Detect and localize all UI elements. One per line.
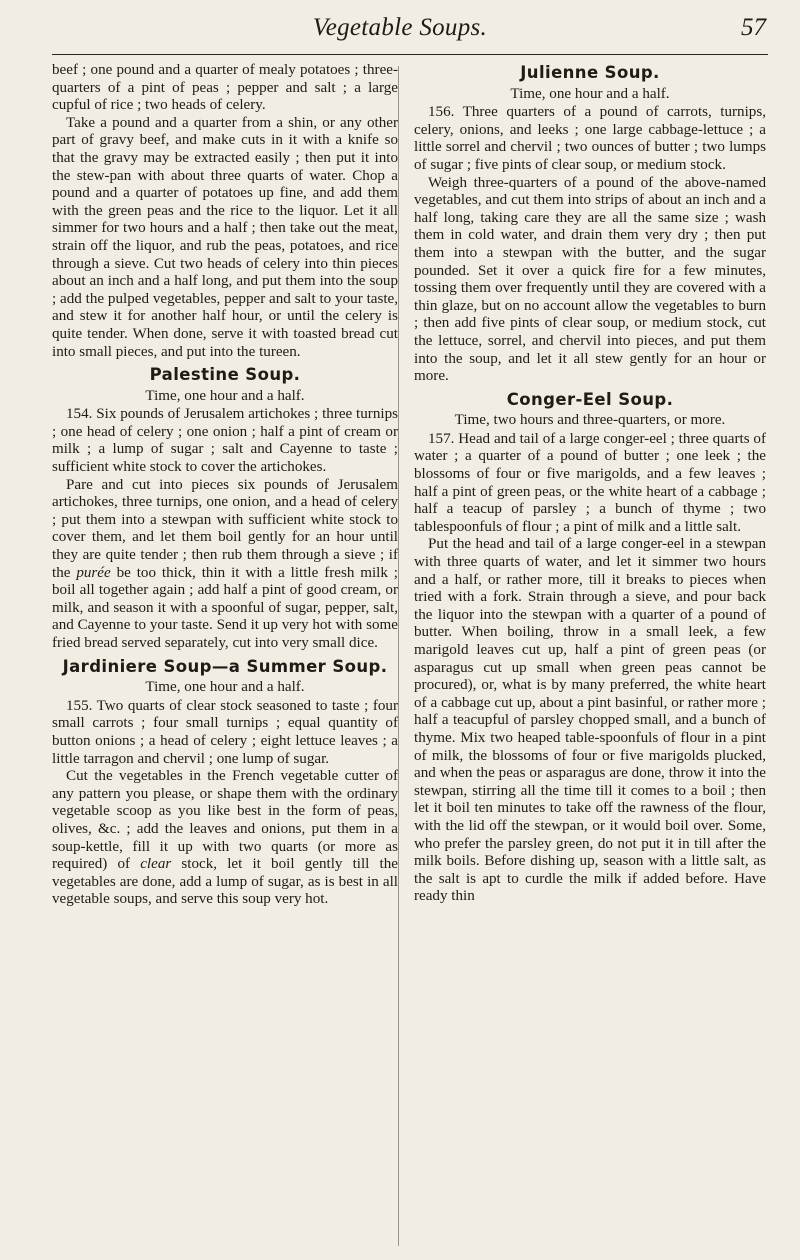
time-julienne: Time, one hour and a half. <box>510 85 670 102</box>
italic-puree: purée <box>76 564 111 581</box>
method-jardiniere-part-a: Cut the vegetables in the French vegetable cutter of any pattern you please, or shape them with the ordinary vegetable scoop as you like best in the form of peas, olives, &c. ; add the leaves and onions, put them in a soup-kettle, fill it up with two quarts (or more as required) of <box>52 768 398 873</box>
time-conger: Time, two hours and three-quarters, or more. <box>454 412 726 429</box>
header-rule <box>52 54 768 55</box>
method-palestine <box>52 477 398 653</box>
heading-conger-eel-soup: Conger-Eel Soup. <box>506 389 674 409</box>
time-palestine: Time, one hour and a half. <box>145 387 305 404</box>
italic-clear: clear <box>140 856 172 873</box>
page-title: Vegetable Soups. <box>312 14 488 41</box>
ingredients-julienne: 156. Three quarters of a pound of carrots, turnips, celery, onions, and leeks ; one large cabbage-lettuce ; a little sorrel and chervil ; two ounces of butter ; two lumps of sugar ; five pints of clear soup, or medium stock. <box>414 104 766 173</box>
method-palestine-part-b: be too thick, thin it with a little fresh milk ; boil all together again ; add half a pint of good cream, or milk, and season it with a spoonful of sugar, pepper, salt, and Cayenne to your taste. Send it up very hot with some fried bread served separately, cut into very small dice. <box>52 564 398 651</box>
method-jardiniere-part-b: stock, let it boil gently till the vegetables are done, add a lump of sugar, as is best in all vegetable soups, and serve this soup very hot. <box>52 856 398 908</box>
running-head <box>0 14 800 50</box>
heading-jardiniere-soup: Jardiniere Soup—a Summer Soup. <box>62 656 388 676</box>
method-julienne: Weigh three-quarters of a pound of the above-named vegetables, and cut them into strips of about an inch and a half long, taking care they are all the same size ; wash them in cold water, and drain them very dry ; then put them into a stewpan with the butter, and the sugar pounded. Set it over a quick fire for a few minutes, tossing them over frequently until they are covered with a thin glaze, but on no account allow the vegetables to burn ; then add five pints of clear soup, or medium stock, cut the lettuce, sorrel, and chervil into pieces, and put them into the soup, and let it all stew gently for an hour or more. <box>414 174 766 385</box>
time-jardiniere: Time, one hour and a half. <box>145 679 305 696</box>
right-column <box>414 62 766 906</box>
paragraph-intro: beef ; one pound and a quarter of mealy potatoes ; three-quarters of a pint of peas ; pepper and salt ; a large cupful of rice ; two heads of celery. <box>52 62 398 114</box>
paragraph-beef-method: Take a pound and a quarter from a shin, or any other part of gravy beef, and make cuts in it with a knife so that the gravy may be extracted easily ; then put it into the stew-pan with about three quarts of water. Chop a pound and a quarter of potatoes up fine, and add them with the green peas and the rice to the liquor. Let it all simmer for two hours and a half ; then take out the meat, strain off the liquor, and rub the peas, potatoes, and rice through a sieve. Cut two heads of celery into thin pieces about an inch and a half long, and put them into the soup ; add the pulped vegetables, pepper and salt to your taste, and stew it for another half hour, or until the celery is quite tender. When done, serve it with toasted bread cut into small pieces, and put into the tureen. <box>52 114 398 360</box>
heading-julienne-soup: Julienne Soup. <box>520 63 660 82</box>
left-column <box>52 62 398 909</box>
method-conger: Put the head and tail of a large conger-eel in a stewpan with three quarts of water, and let it simmer two hours and a half, or rather more, till it breaks to pieces when tried with a fork. Strain through a sieve, and pour back the liquor into the stewpan with a quarter of a pound of butter. When boiling, throw in a small leek, a few marigold leaves cut up, half a pint of green peas (or asparagus cut up small when green peas cannot be procured), or, what is by many preferred, the white heart of a cabbage cut up, about a pint basinful, or rather more ; half a teacupful of parsley chopped small, and a bunch of thyme. Mix two heaped table-spoonfuls of flour in a pint of milk, the blossoms of four or five marigolds plucked, and when the peas or asparagus are done, throw it into the stewpan, stirring all the time till it comes to a boil ; then let it boil ten minutes to take off the rawness of the flour, with the lid off the stewpan, or it would boil over. Some, who prefer the parsley green, do not put it in till after the milk boils. Before dishing up, season with a little salt, as the salt is apt to curdle the milk if added before. Have ready thin <box>414 536 766 905</box>
method-jardiniere <box>52 768 398 909</box>
ingredients-conger: 157. Head and tail of a large conger-eel ; three quarts of water ; a quarter of a pound of butter ; one leek ; the blossoms of four or five marigolds, and a few leaves ; half a pint of green peas, or the white heart of a cabbage ; half a teacup of parsley ; a bunch of thyme ; two tablespoonfuls of flour ; a pint of milk and a little salt. <box>414 430 766 535</box>
ingredients-palestine: 154. Six pounds of Jerusalem artichokes ; three turnips ; one head of celery ; one onion ; half a pint of cream or milk ; a lump of sugar ; salt and Cayenne to taste ; sufficient white stock to cover the artichokes. <box>52 406 398 476</box>
column-divider <box>398 66 399 1246</box>
page-number: 57 <box>741 14 766 41</box>
method-palestine-part-a: Pare and cut into pieces six pounds of Jerusalem artichokes, three turnips, one onion, and a head of celery ; put them into a stewpan with sufficient white stock to cover them, and let them boil gently for an hour until they are quite tender ; then rub them through a sieve ; if the <box>52 476 398 581</box>
ingredients-jardiniere: 155. Two quarts of clear stock seasoned to taste ; four small carrots ; four small turnips ; equal quantity of button onions ; a head of celery ; eight lettuce leaves ; a little tarragon and chervil ; one lump of sugar. <box>52 697 398 767</box>
heading-palestine-soup: Palestine Soup. <box>149 365 301 385</box>
